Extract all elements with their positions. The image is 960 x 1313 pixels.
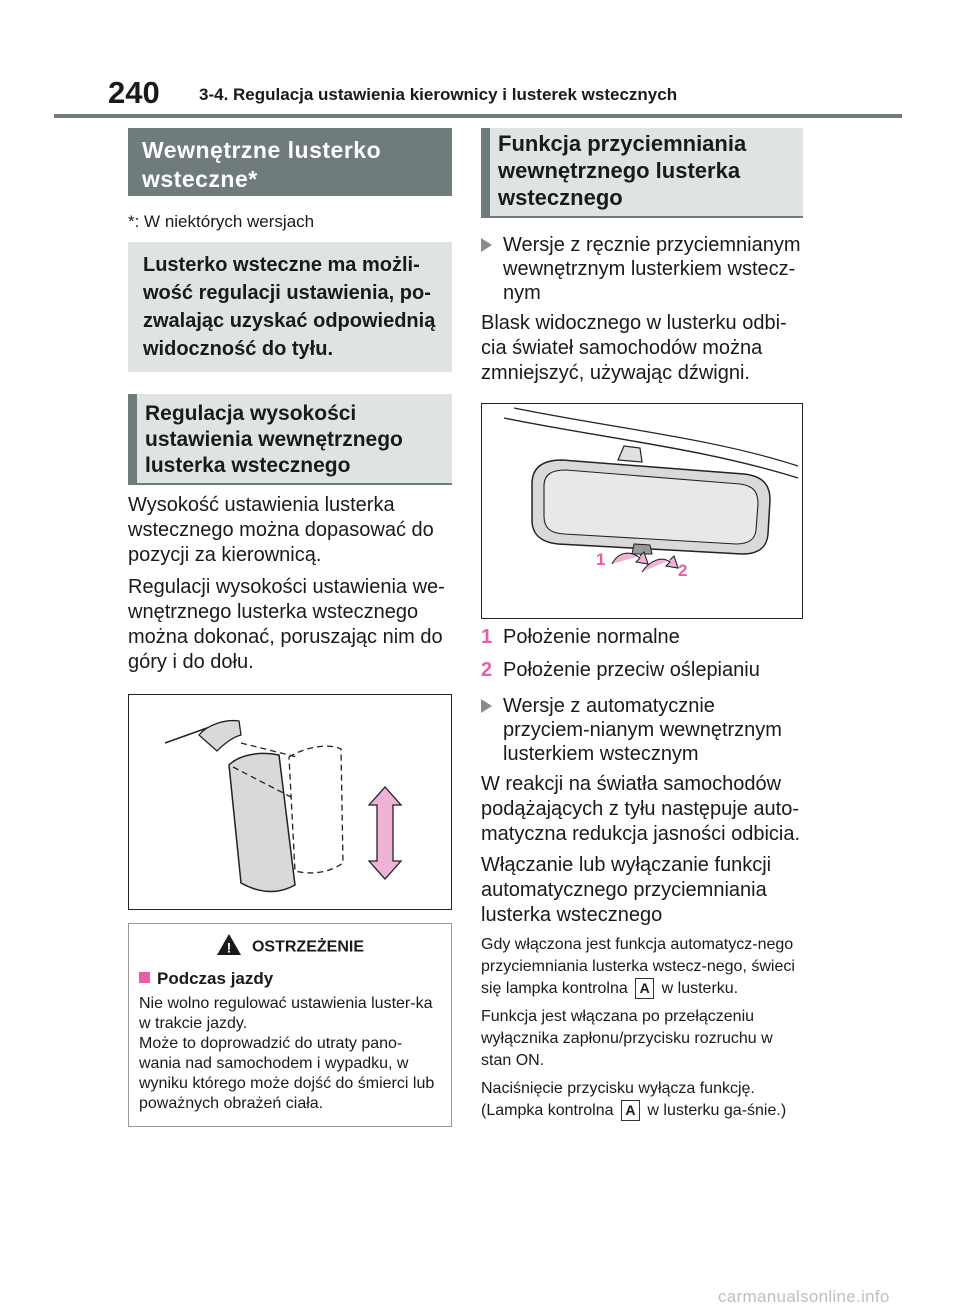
warning-symbol: ! xyxy=(226,939,232,956)
header-rule xyxy=(54,114,902,118)
auto-dim-indicator-icon: A xyxy=(635,978,654,999)
item-number: 2 xyxy=(481,659,493,681)
figure-label-1: 1 xyxy=(596,550,606,569)
warning-text: Może to doprowadzić do utraty pano-wania nad samochodem i wypadku, w wyniku którego może dojść do śmierci lub poważnych obrażeń ciała. xyxy=(139,1035,435,1112)
mirror-height-figure xyxy=(128,694,452,910)
list-item xyxy=(481,694,803,766)
list-item xyxy=(481,658,803,682)
right-column xyxy=(481,128,803,1122)
list-item xyxy=(481,625,803,649)
intro-box: Lusterko wsteczne ma możli-wość regulacji ustawienia, po-zwalając uzyskać odpowiednią widoczność do tyłu. xyxy=(128,242,452,372)
item-text: Położenie przeciw oślepianiu xyxy=(503,659,760,681)
watermark: carmanualsonline.info xyxy=(718,1287,890,1306)
subheading: Regulacja wysokości ustawienia wewnętrznego lusterka wstecznego xyxy=(128,394,452,483)
paragraph: Włączanie lub wyłączanie funkcji automatycznego przyciemniania lusterka wstecznego xyxy=(481,854,772,926)
section-heading: Wewnętrzne lusterko wsteczne* xyxy=(128,128,452,196)
note-text: w lusterku. xyxy=(661,980,739,997)
note-text: Gdy włączona jest funkcja automatycz-nego przyciemniania lusterka wstecz-nego, świeci się lampka kontrolna xyxy=(481,936,795,997)
item-text: Położenie normalne xyxy=(503,626,680,648)
bullet-text: Wersje z ręcznie przyciemnianym wewnętrznym lusterkiem wstecz-nym xyxy=(503,234,801,304)
figure-label-2: 2 xyxy=(678,561,688,580)
warning-header xyxy=(129,924,451,968)
left-column xyxy=(128,128,452,1127)
note xyxy=(481,934,803,1000)
page-number: 240 xyxy=(108,75,160,110)
paragraph: Regulacji wysokości ustawienia we-wnętrznego lusterka wstecznego można dokonać, poruszając nim do góry i do dołu. xyxy=(128,576,445,673)
square-bullet-icon xyxy=(139,972,150,983)
auto-dim-indicator-icon: A xyxy=(621,1100,640,1121)
warning-title: OSTRZEŻENIE xyxy=(251,938,364,956)
triangle-bullet-icon xyxy=(481,238,492,252)
mirror-height-illustration xyxy=(129,695,451,909)
paragraph: W reakcji na światła samochodów podążających z tyłu następuje auto-matyczna redukcja jasności odbicia. xyxy=(481,773,801,845)
warning-subtitle-text: Podczas jazdy xyxy=(157,969,274,988)
triangle-bullet-icon xyxy=(481,699,492,713)
note-text: Naciśnięcie przycisku wyłącza funkcję. (Lampka kontrolna xyxy=(481,1080,755,1119)
warning-text: Nie wolno regulować ustawienia luster-ka w trakcie jazdy. xyxy=(139,995,433,1032)
item-number: 1 xyxy=(481,626,493,648)
note-text: w lusterku ga-śnie.) xyxy=(647,1102,787,1119)
section-title: 3-4. Regulacja ustawienia kierownicy i lusterek wstecznych xyxy=(199,85,678,104)
mirror-dimming-figure xyxy=(481,403,803,619)
note xyxy=(481,1078,803,1122)
section-heading: Funkcja przyciemniania wewnętrznego lusterka wstecznego xyxy=(481,128,803,216)
bullet-text: Wersje z automatycznie przyciem-nianym wewnętrznym lusterkiem wstecznym xyxy=(503,695,782,765)
paragraph: Blask widocznego w lusterku odbi-cia świateł samochodów można zmniejszyć, używając dźwigni. xyxy=(481,312,787,384)
warning-box xyxy=(128,923,452,1127)
paragraph: Wysokość ustawienia lusterka wstecznego można dopasować do pozycji za kierownicą. xyxy=(128,494,434,566)
note: Funkcja jest włączana po przełączeniu wyłącznika zapłonu/przycisku rozruchu w stan ON. xyxy=(481,1008,773,1069)
warning-icon xyxy=(216,933,242,962)
footnote: *: W niektórych wersjach xyxy=(128,212,315,231)
warning-subtitle xyxy=(129,968,451,990)
mirror-lever-illustration xyxy=(482,404,802,618)
list-item xyxy=(481,233,803,305)
